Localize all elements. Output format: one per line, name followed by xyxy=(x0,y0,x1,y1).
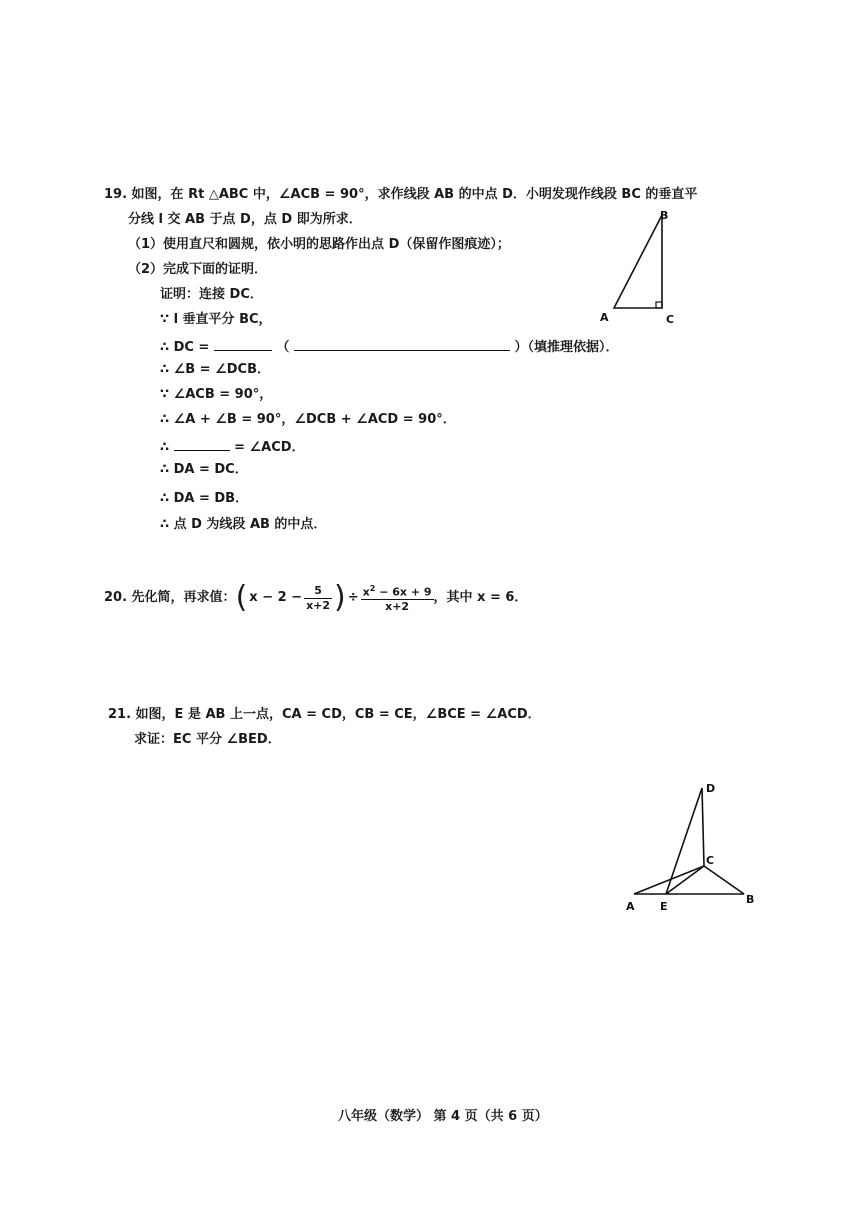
q19-triangle-figure xyxy=(590,205,700,330)
q21-label-e: E xyxy=(660,900,668,913)
q19-blank-reason[interactable] xyxy=(294,336,510,351)
q19-proof-step3-prefix: ∴ DC = xyxy=(160,340,210,355)
q20-paren-open: ( xyxy=(235,580,248,615)
q19-blank-dc[interactable] xyxy=(214,336,272,351)
q20-suffix: ，其中 x = 6． xyxy=(433,590,528,605)
q19-label-b: B xyxy=(660,209,669,222)
q19-triangle xyxy=(614,215,662,308)
q19-proof-step7-prefix: ∴ xyxy=(160,440,170,455)
q21-label-a: A xyxy=(626,900,635,913)
q19-proof-step7-suffix: = ∠ACD． xyxy=(234,440,305,455)
q20-frac2-num-exp: 2 xyxy=(369,583,376,593)
q20-frac2-num xyxy=(361,582,434,601)
q19-proof-step6: ∴ ∠A + ∠B = 90°，∠DCB + ∠ACD = 90°． xyxy=(160,412,456,427)
q21-segment-cb xyxy=(704,866,744,894)
page-footer: 八年级（数学） 第 4 页（共 6 页） xyxy=(338,1109,548,1124)
q19-proof-step7 xyxy=(160,436,305,457)
q19-label-a: A xyxy=(600,311,609,324)
q20-frac2-num-rest: − 6x + 9 xyxy=(375,585,432,599)
q20-prefix: 20. 先化简，再求值： xyxy=(104,590,236,605)
q19-proof-step5: ∵ ∠ACB = 90°， xyxy=(160,387,273,402)
q20-fraction-2 xyxy=(361,582,434,615)
q21-segment-ac xyxy=(634,866,704,894)
q21-label-b: B xyxy=(746,893,755,906)
q20-fraction-1 xyxy=(304,584,332,613)
q20-problem xyxy=(104,578,527,618)
q19-proof-step1: 证明：连接 DC． xyxy=(160,287,263,302)
q21-stem-line2: 求证：EC 平分 ∠BED． xyxy=(134,732,281,747)
q19-proof-step9: ∴ DA = DB． xyxy=(160,491,249,506)
q19-part2: （2）完成下面的证明． xyxy=(128,262,268,277)
q19-label-c: C xyxy=(666,313,675,326)
q19-right-angle-mark xyxy=(656,302,662,308)
q19-proof-step4: ∴ ∠B = ∠DCB． xyxy=(160,362,270,377)
q20-paren-close: ) xyxy=(334,580,346,615)
q21-figure xyxy=(616,776,766,916)
q19-proof-step2: ∵ l 垂直平分 BC， xyxy=(160,312,272,327)
q21-stem-line1: 21. 如图，E 是 AB 上一点，CA = CD，CB = CE，∠BCE = ∠ACD． xyxy=(108,707,541,722)
q19-part1: （1）使用直尺和圆规，依小明的思路作出点 D（保留作图痕迹）； xyxy=(128,237,510,252)
q20-expr-lead: x − 2 − xyxy=(249,590,303,605)
q20-frac2-num-x: x xyxy=(362,585,370,599)
q19-stem-line1: 19. 如图，在 Rt △ABC 中，∠ACB = 90°，求作线段 AB 的中点 D．小明发现作线段 BC 的垂直平 xyxy=(104,187,698,202)
q19-proof-step3 xyxy=(160,336,618,357)
q20-frac2-den: x+2 xyxy=(385,600,410,614)
q21-label-d: D xyxy=(706,782,716,795)
q20-frac1-num: 5 xyxy=(304,584,332,599)
q19-proof-step3-close: ）（填推理依据）． xyxy=(514,340,619,355)
q19-stem-line2: 分线 l 交 AB 于点 D，点 D 即为所求． xyxy=(128,212,362,227)
q21-segment-ed xyxy=(666,788,702,894)
q19-proof-step3-open: （ xyxy=(276,340,290,355)
q20-divide: ÷ xyxy=(347,590,359,605)
q19-proof-step8: ∴ DA = DC． xyxy=(160,462,248,477)
q21-label-c: C xyxy=(706,854,715,867)
q21-segment-dc xyxy=(702,788,704,866)
q19-blank-angle[interactable] xyxy=(174,436,230,451)
q19-proof-step10: ∴ 点 D 为线段 AB 的中点． xyxy=(160,517,327,532)
q21-segment-ec xyxy=(666,866,704,894)
q20-expression xyxy=(236,578,434,618)
q20-frac1-den: x+2 xyxy=(306,598,331,612)
